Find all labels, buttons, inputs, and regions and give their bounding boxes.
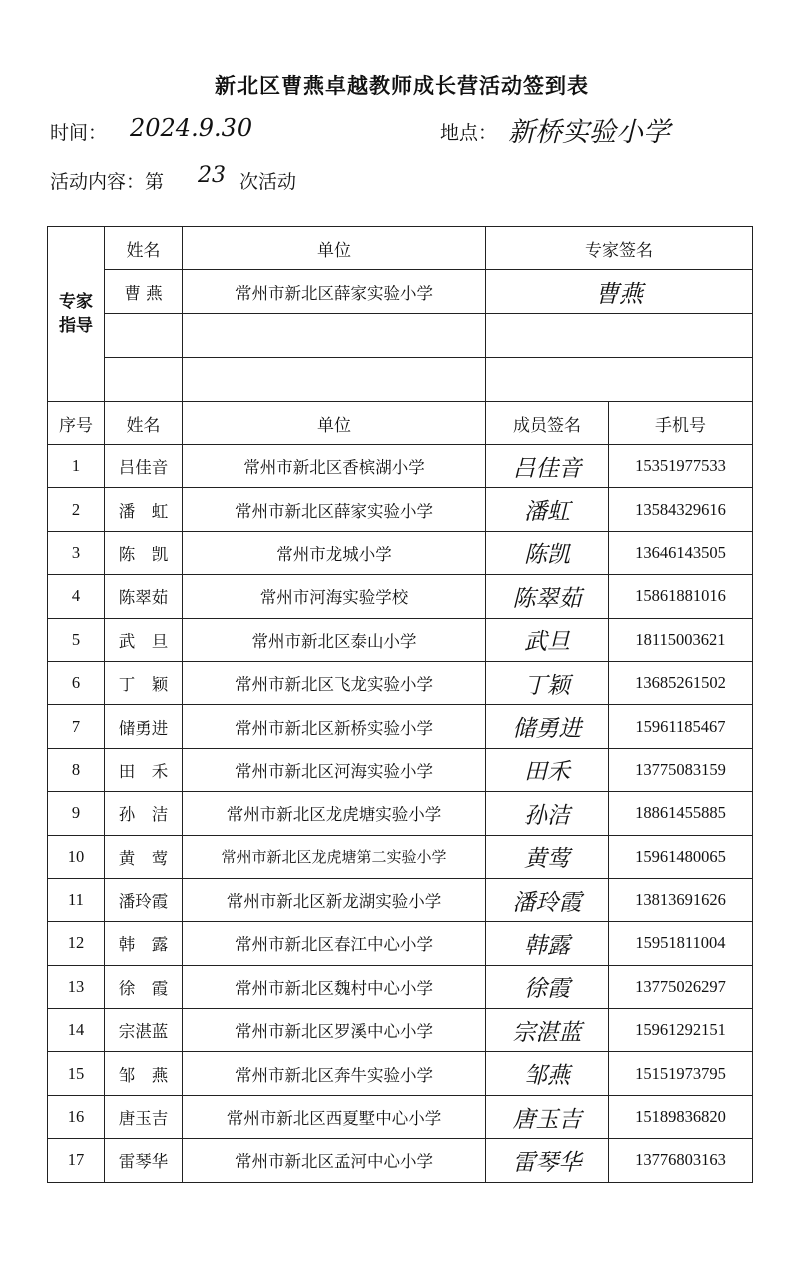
expert-signature-cell bbox=[486, 270, 753, 314]
member-signature-cell bbox=[486, 1139, 609, 1182]
table-row bbox=[48, 1009, 753, 1052]
place-value: 新桥实验小学 bbox=[508, 117, 670, 148]
member-name: 孙 洁 bbox=[105, 792, 183, 835]
member-name: 邹 燕 bbox=[105, 1052, 183, 1095]
member-unit: 常州市新北区河海实验小学 bbox=[183, 748, 486, 791]
member-signature-cell bbox=[486, 748, 609, 791]
member-name: 丁 颖 bbox=[105, 661, 183, 704]
expert-unit: 常州市新北区薛家实验小学 bbox=[183, 270, 486, 314]
expert-signature: 曹燕 bbox=[595, 280, 643, 308]
member-no: 16 bbox=[48, 1095, 105, 1138]
member-name: 雷琴华 bbox=[105, 1139, 183, 1182]
member-signature: 黄莺 bbox=[524, 846, 570, 873]
member-signature-cell bbox=[486, 1095, 609, 1138]
expert-empty-signature bbox=[486, 358, 753, 402]
expert-header-name: 姓名 bbox=[105, 227, 183, 270]
table-row bbox=[48, 531, 753, 574]
member-phone: 13775083159 bbox=[609, 748, 753, 791]
content-number: 23 bbox=[198, 163, 226, 188]
expert-empty-unit bbox=[183, 314, 486, 358]
member-name: 唐玉吉 bbox=[105, 1095, 183, 1138]
member-name: 徐 霞 bbox=[105, 965, 183, 1008]
place-label: 地点： bbox=[440, 122, 498, 144]
member-signature: 储勇进 bbox=[512, 716, 582, 743]
member-phone: 15951811004 bbox=[609, 922, 753, 965]
member-header-phone: 手机号 bbox=[609, 402, 753, 445]
expert-empty-name bbox=[105, 314, 183, 358]
member-no: 14 bbox=[48, 1009, 105, 1052]
member-no: 13 bbox=[48, 965, 105, 1008]
member-name: 储勇进 bbox=[105, 705, 183, 748]
member-unit: 常州市新北区龙虎塘第二实验小学 bbox=[183, 835, 486, 878]
member-phone: 13584329616 bbox=[609, 488, 753, 531]
member-no: 4 bbox=[48, 575, 105, 618]
member-unit: 常州市新北区薛家实验小学 bbox=[183, 488, 486, 531]
member-signature: 雷琴华 bbox=[512, 1149, 582, 1176]
member-signature-cell bbox=[486, 965, 609, 1008]
member-name: 陈翠茹 bbox=[105, 575, 183, 618]
member-unit: 常州市新北区新桥实验小学 bbox=[183, 705, 486, 748]
member-phone: 18115003621 bbox=[609, 618, 753, 661]
member-phone: 15351977533 bbox=[609, 445, 753, 488]
member-signature-cell bbox=[486, 445, 609, 488]
table-row bbox=[48, 705, 753, 748]
member-name: 黄 莺 bbox=[105, 835, 183, 878]
member-unit: 常州市新北区奔牛实验小学 bbox=[183, 1052, 486, 1095]
member-signature: 宗湛蓝 bbox=[512, 1019, 582, 1046]
member-phone: 18861455885 bbox=[609, 792, 753, 835]
member-signature-cell bbox=[486, 661, 609, 704]
member-signature-cell bbox=[486, 705, 609, 748]
table-row bbox=[48, 922, 753, 965]
member-phone: 13775026297 bbox=[609, 965, 753, 1008]
member-signature: 潘虹 bbox=[524, 499, 570, 526]
table-row bbox=[48, 878, 753, 921]
member-name: 田 禾 bbox=[105, 748, 183, 791]
member-name: 武 旦 bbox=[105, 618, 183, 661]
member-signature: 韩露 bbox=[524, 932, 570, 959]
member-no: 7 bbox=[48, 705, 105, 748]
table-row bbox=[48, 1095, 753, 1138]
member-no: 11 bbox=[48, 878, 105, 921]
member-unit: 常州市龙城小学 bbox=[183, 531, 486, 574]
table-row bbox=[48, 835, 753, 878]
member-unit: 常州市新北区罗溪中心小学 bbox=[183, 1009, 486, 1052]
member-signature-cell bbox=[486, 878, 609, 921]
member-signature: 孙洁 bbox=[524, 802, 570, 829]
member-header-no: 序号 bbox=[48, 402, 105, 445]
member-name: 陈 凯 bbox=[105, 531, 183, 574]
member-signature: 唐玉吉 bbox=[512, 1106, 582, 1133]
member-no: 6 bbox=[48, 661, 105, 704]
member-no: 12 bbox=[48, 922, 105, 965]
member-no: 2 bbox=[48, 488, 105, 531]
member-header-signature: 成员签名 bbox=[486, 402, 609, 445]
member-signature: 邹燕 bbox=[524, 1063, 570, 1090]
member-signature: 潘玲霞 bbox=[512, 889, 582, 916]
member-phone: 13813691626 bbox=[609, 878, 753, 921]
member-signature-cell bbox=[486, 792, 609, 835]
sign-in-table bbox=[47, 226, 753, 1183]
member-name: 潘 虹 bbox=[105, 488, 183, 531]
table-row bbox=[48, 618, 753, 661]
page-title: 新北区曹燕卓越教师成长营活动签到表 bbox=[215, 74, 589, 98]
table-row bbox=[48, 575, 753, 618]
member-unit: 常州市新北区香槟湖小学 bbox=[183, 445, 486, 488]
member-signature: 武旦 bbox=[524, 629, 570, 656]
member-header-name: 姓名 bbox=[105, 402, 183, 445]
member-phone: 13646143505 bbox=[609, 531, 753, 574]
table-row bbox=[48, 488, 753, 531]
member-name: 潘玲霞 bbox=[105, 878, 183, 921]
expert-empty-signature bbox=[486, 314, 753, 358]
content-label: 活动内容：第 bbox=[50, 171, 165, 193]
member-signature: 徐霞 bbox=[524, 976, 570, 1003]
member-phone: 15961185467 bbox=[609, 705, 753, 748]
table-row bbox=[48, 965, 753, 1008]
table-row bbox=[48, 792, 753, 835]
table-row bbox=[48, 1052, 753, 1095]
member-signature-cell bbox=[486, 1052, 609, 1095]
member-no: 15 bbox=[48, 1052, 105, 1095]
expert-side-label bbox=[48, 227, 105, 402]
member-no: 10 bbox=[48, 835, 105, 878]
member-signature: 吕佳音 bbox=[512, 455, 582, 482]
member-no: 17 bbox=[48, 1139, 105, 1182]
member-signature-cell bbox=[486, 531, 609, 574]
member-no: 8 bbox=[48, 748, 105, 791]
member-unit: 常州市新北区魏村中心小学 bbox=[183, 965, 486, 1008]
member-phone: 15961480065 bbox=[609, 835, 753, 878]
member-phone: 13776803163 bbox=[609, 1139, 753, 1182]
member-name: 宗湛蓝 bbox=[105, 1009, 183, 1052]
expert-side-label-text: 专家指导 bbox=[59, 292, 93, 336]
member-signature-cell bbox=[486, 922, 609, 965]
member-signature: 陈翠茹 bbox=[512, 585, 582, 612]
member-signature-cell bbox=[486, 488, 609, 531]
member-unit: 常州市新北区新龙湖实验小学 bbox=[183, 878, 486, 921]
member-phone: 15189836820 bbox=[609, 1095, 753, 1138]
member-signature-cell bbox=[486, 575, 609, 618]
member-signature-cell bbox=[486, 618, 609, 661]
member-no: 9 bbox=[48, 792, 105, 835]
content-suffix: 次活动 bbox=[239, 171, 297, 193]
member-unit: 常州市新北区泰山小学 bbox=[183, 618, 486, 661]
table-row bbox=[48, 1139, 753, 1182]
member-unit: 常州市新北区龙虎塘实验小学 bbox=[183, 792, 486, 835]
table-row bbox=[48, 661, 753, 704]
expert-empty-name bbox=[105, 358, 183, 402]
expert-empty-unit bbox=[183, 358, 486, 402]
member-unit: 常州市新北区飞龙实验小学 bbox=[183, 661, 486, 704]
member-phone: 15961292151 bbox=[609, 1009, 753, 1052]
member-no: 5 bbox=[48, 618, 105, 661]
expert-header-signature: 专家签名 bbox=[486, 227, 753, 270]
member-unit: 常州市新北区孟河中心小学 bbox=[183, 1139, 486, 1182]
member-unit: 常州市河海实验学校 bbox=[183, 575, 486, 618]
member-signature: 丁颖 bbox=[524, 672, 570, 699]
member-signature-cell bbox=[486, 1009, 609, 1052]
table-row bbox=[48, 748, 753, 791]
time-label: 时间： bbox=[50, 122, 108, 144]
member-signature: 陈凯 bbox=[524, 542, 570, 569]
time-value: 2024.9.30 bbox=[130, 114, 253, 142]
expert-name: 曹 燕 bbox=[105, 270, 183, 314]
member-phone: 15861881016 bbox=[609, 575, 753, 618]
member-signature-cell bbox=[486, 835, 609, 878]
member-signature: 田禾 bbox=[524, 759, 570, 786]
member-no: 1 bbox=[48, 445, 105, 488]
expert-header-unit: 单位 bbox=[183, 227, 486, 270]
member-header-unit: 单位 bbox=[183, 402, 486, 445]
member-name: 韩 露 bbox=[105, 922, 183, 965]
member-no: 3 bbox=[48, 531, 105, 574]
member-name: 吕佳音 bbox=[105, 445, 183, 488]
member-unit: 常州市新北区西夏墅中心小学 bbox=[183, 1095, 486, 1138]
member-unit: 常州市新北区春江中心小学 bbox=[183, 922, 486, 965]
table-row bbox=[48, 445, 753, 488]
member-phone: 13685261502 bbox=[609, 661, 753, 704]
member-phone: 15151973795 bbox=[609, 1052, 753, 1095]
